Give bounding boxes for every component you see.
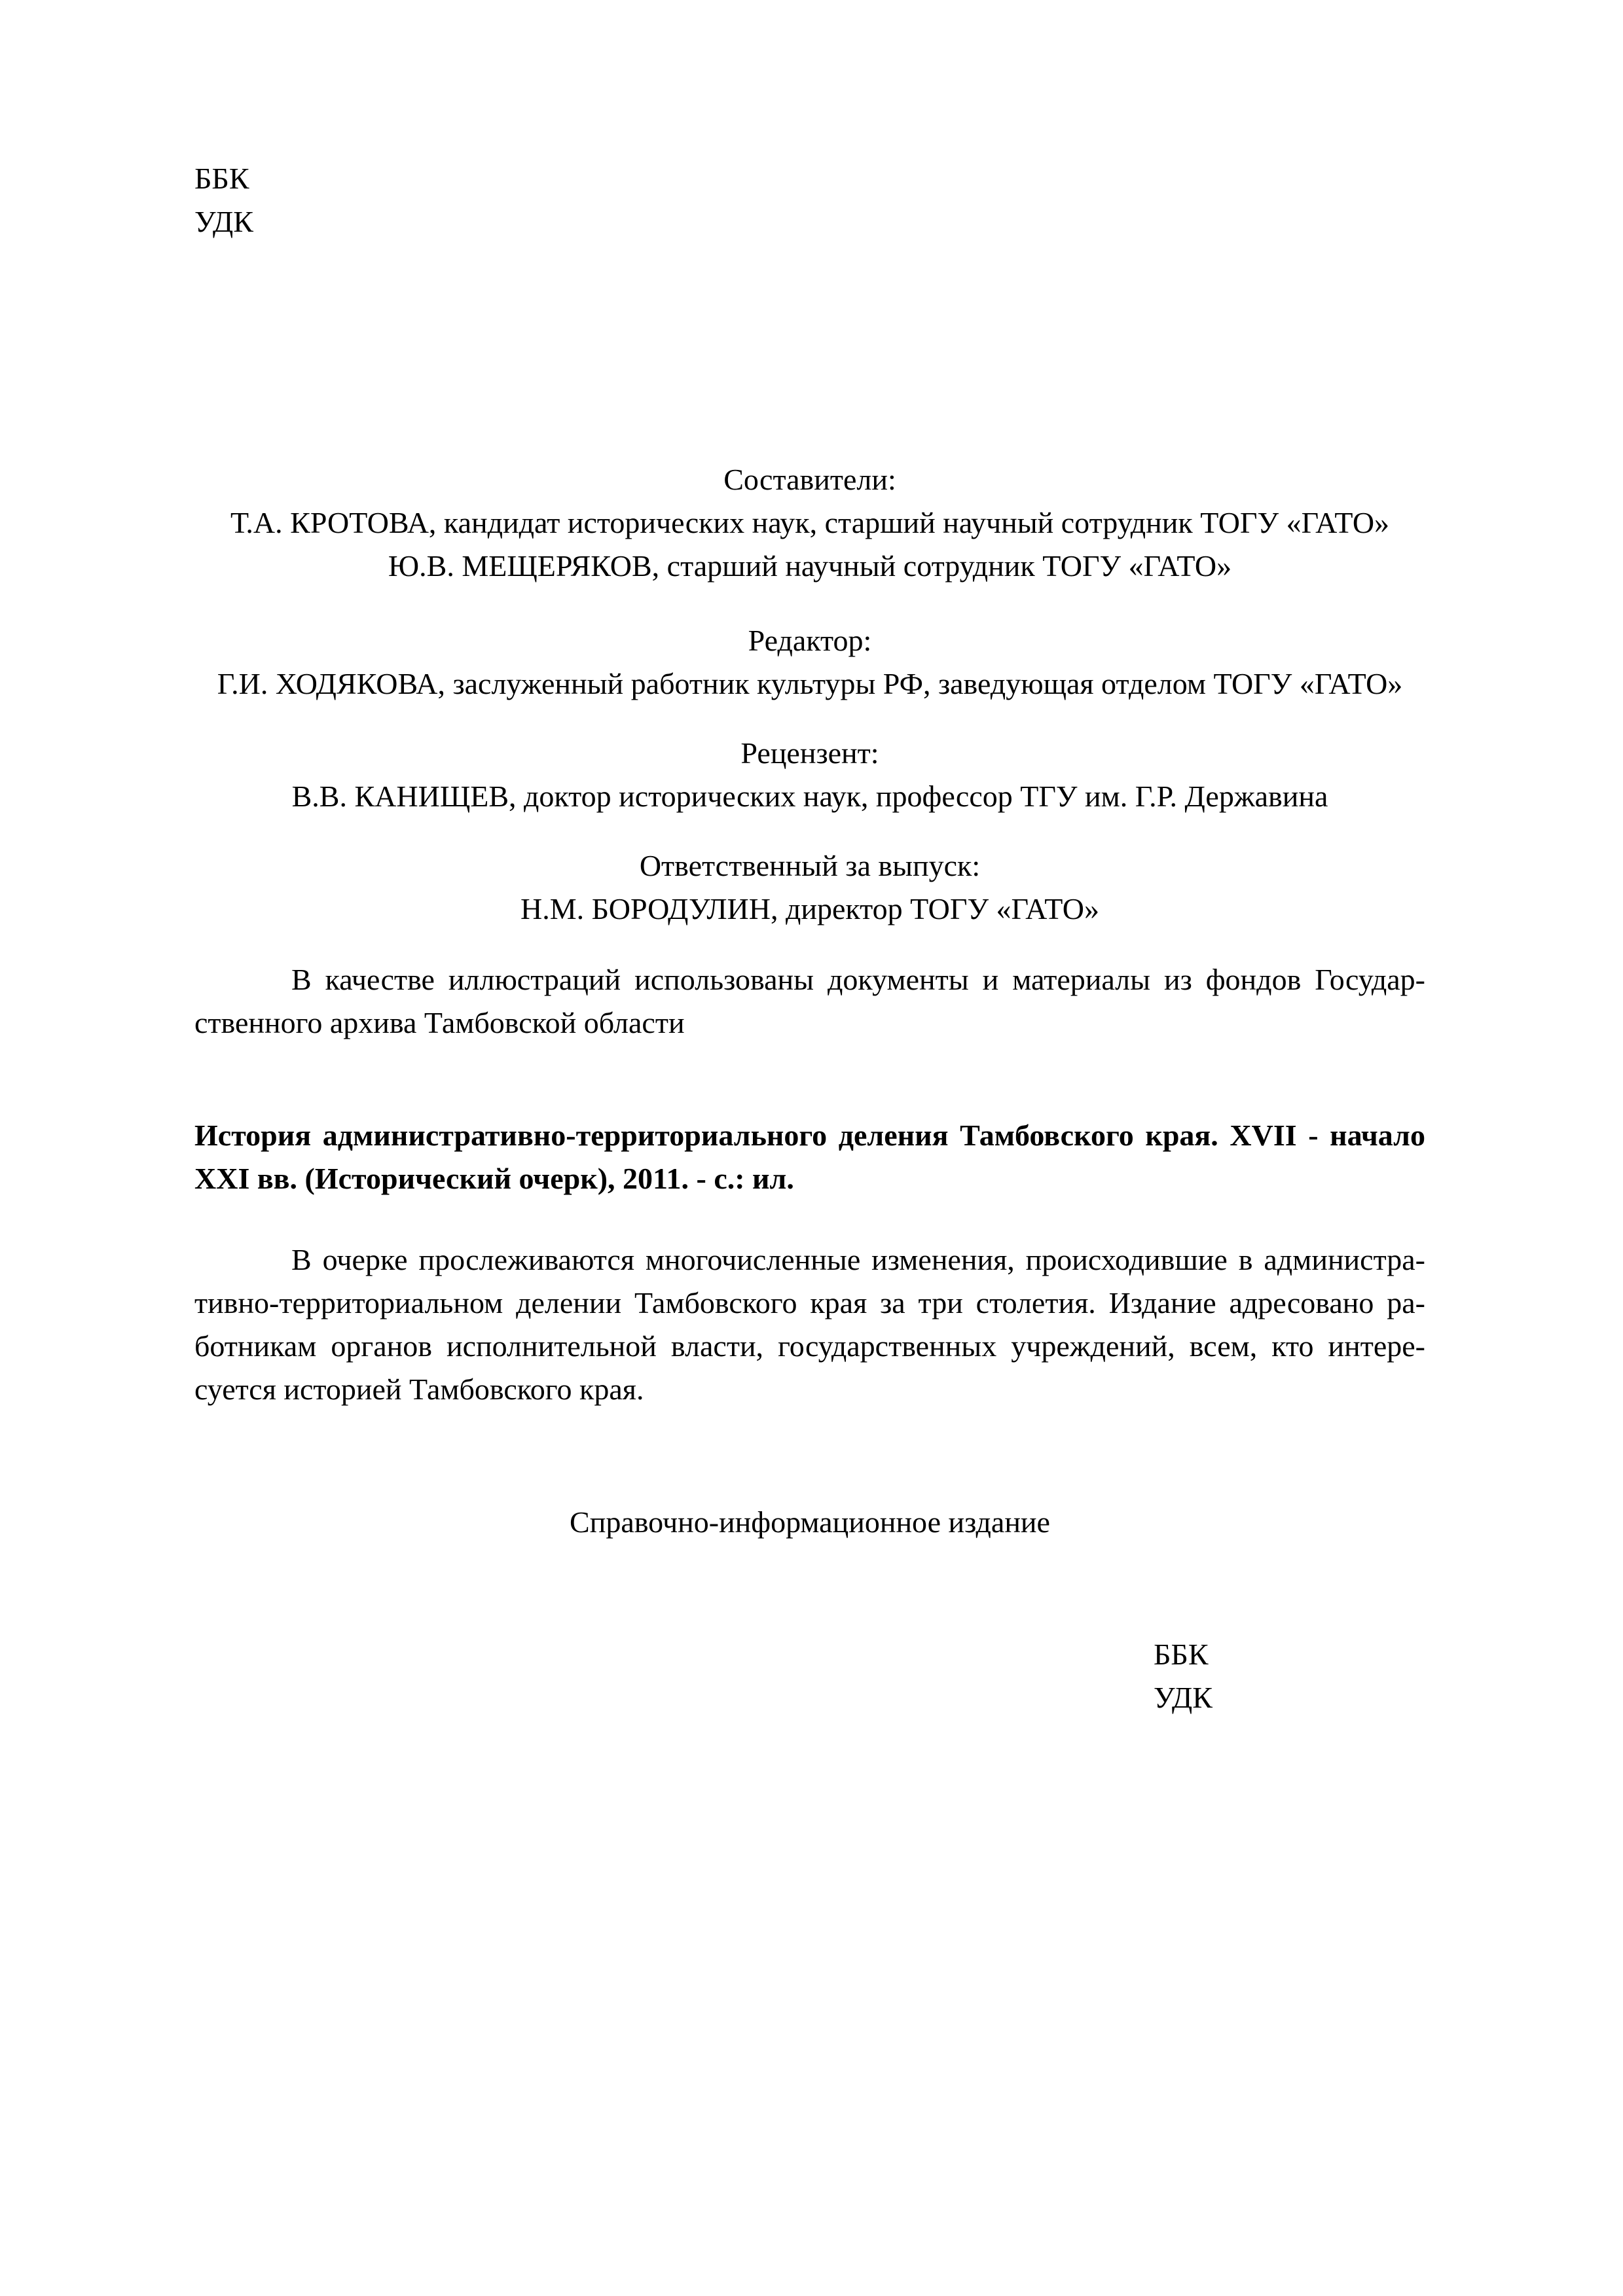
responsible-section [194, 844, 1425, 931]
bbk-label-top: ББК [194, 162, 249, 195]
udk-label-bottom: УДК [1154, 1681, 1213, 1714]
bibliographic-title [194, 1114, 1425, 1200]
illustrations-note-text: В качестве иллюстраций использованы документы и материалы из фондов Государ-ственного архива Тамбовской области [194, 963, 1425, 1039]
illustrations-note-paragraph [194, 958, 1425, 1045]
responsible-heading: Ответственный за выпуск: [639, 849, 981, 882]
reviewer-person: В.В. КАНИЩЕВ, доктор исторических наук, профессор ТГУ им. Г.Р. Державина [291, 780, 1328, 813]
compilers-section [194, 458, 1425, 588]
edition-type [194, 1501, 1425, 1544]
responsible-person: Н.М. БОРОДУЛИН, директор ТОГУ «ГАТО» [520, 892, 1099, 925]
bottom-classification-codes [1154, 1633, 1213, 1719]
edition-type-text: Справочно-информационное издание [570, 1505, 1050, 1539]
editor-heading: Редактор: [748, 624, 872, 657]
bibliographic-title-text: История административно-территориального деления Тамбовского края. XVII - начало XXI вв. (Исторический очерк), 2011. - с.: ил. [194, 1119, 1425, 1195]
bbk-label-bottom: ББК [1154, 1638, 1209, 1671]
compiler-meshcheryakov: Ю.В. МЕЩЕРЯКОВ, старший научный сотрудник ТОГУ «ГАТО» [388, 549, 1232, 583]
compilers-heading: Составители: [723, 463, 896, 496]
compiler-kroto: Т.А. КРОТОВА, кандидат исторических наук, старший научный сотрудник ТОГУ «ГАТО» [230, 506, 1390, 539]
reviewer-section [194, 732, 1425, 818]
reviewer-heading: Рецензент: [740, 736, 879, 770]
editor-section [194, 619, 1425, 706]
annotation-text: В очерке прослеживаются многочисленные изменения, происходившие в администра-тивно-территориальном делении Тамбовского края за три столетия. Издание адресовано ра-ботникам органов исполнительной власти, государственных учреждений, всем, кто интере-суется историей Тамбовского края. [194, 1243, 1425, 1406]
top-classification-codes [194, 157, 253, 243]
udk-label-top: УДК [194, 205, 253, 238]
annotation-paragraph [194, 1238, 1425, 1411]
editor-person: Г.И. ХОДЯКОВА, заслуженный работник культуры РФ, заведующая отделом ТОГУ «ГАТО» [217, 667, 1403, 700]
